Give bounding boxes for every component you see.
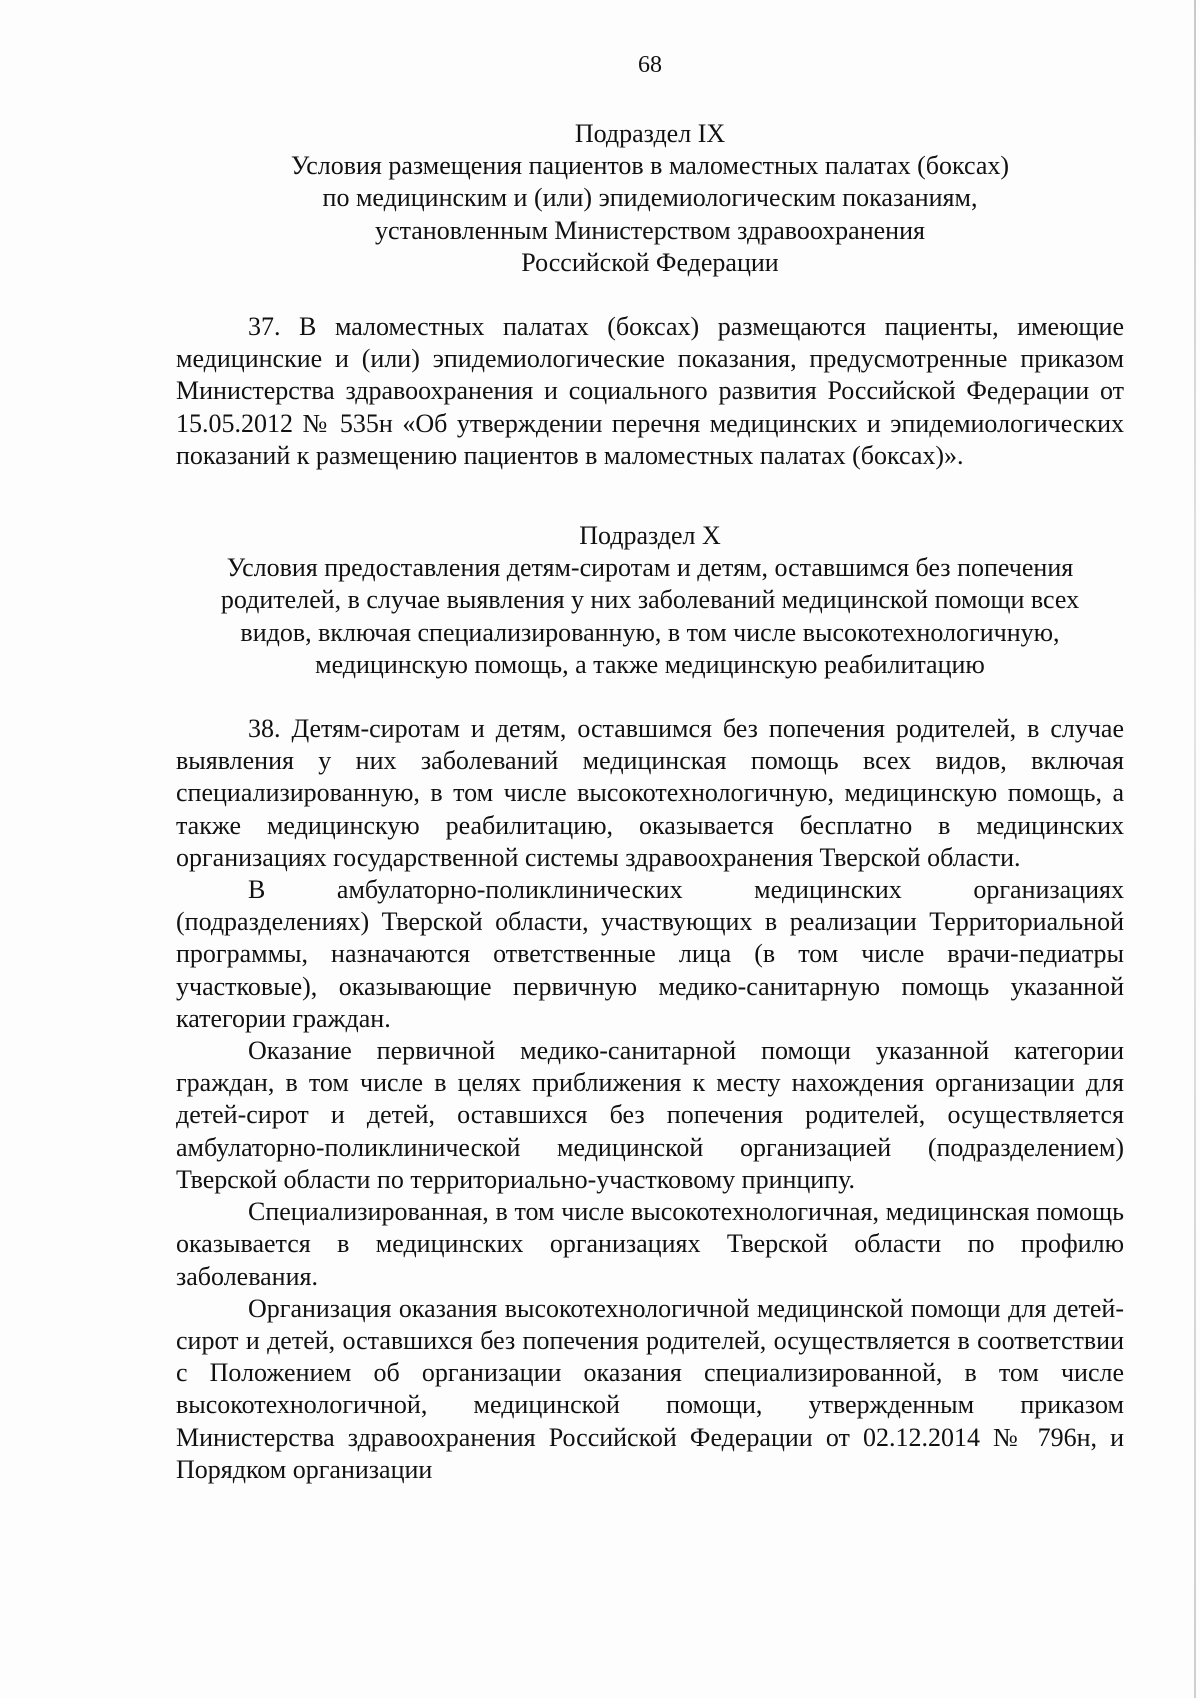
subsection-10-title-line: медицинскую помощь, а также медицинскую реабилитацию xyxy=(315,649,985,679)
scan-edge-line xyxy=(1194,0,1196,1698)
subsection-9-label: Подраздел IX xyxy=(574,119,726,148)
page-number: 68 xyxy=(638,52,662,78)
subsection-9-title-line: по медицинским и (или) эпидемиологическим показаниям, xyxy=(322,183,978,213)
subsection-9-title-line: Условия размещения пациентов в маломестных палатах (боксах) xyxy=(290,151,1010,181)
paragraph-responsible-persons: В амбулаторно-поликлинических медицинских организациях (подразделениях) Тверской области, участвующих в реализации Территориальной программы, назначаются ответственные лица (в том числе врачи-педиатры участковые), оказывающие первичную медико-санитарную помощь указанной категории граждан. xyxy=(176,875,1124,1033)
subsection-9-title-line: установленным Министерством здравоохранения xyxy=(375,215,925,245)
subsection-9-heading xyxy=(176,118,1124,279)
document-body xyxy=(176,118,1124,1486)
paragraph-specialized-care: Специализированная, в том числе высокотехнологичная, медицинская помощь оказывается в медицинских организациях Тверской области по профилю заболевания. xyxy=(176,1197,1124,1291)
subsection-10-title-line: Условия предоставления детям-сиротам и детям, оставшимся без попечения xyxy=(226,553,1074,583)
paragraph-38: 38. Детям-сиротам и детям, оставшимся без попечения родителей, в случае выявления у них заболеваний медицинская помощь всех видов, включая специализированную, в том числе высокотехнологичную, медицинскую помощь, а также медицинскую реабилитацию, оказывается бесплатно в медицинских организациях государственной системы здравоохранения Тверской области. xyxy=(176,714,1124,872)
paragraph-37: 37. В маломестных палатах (боксах) размещаются пациенты, имеющие медицинские и (или) эпидемиологические показания, предусмотренные приказом Министерства здравоохранения и социального развития Российской Федерации от 15.05.2012 № 535н «Об утверждении перечня медицинских и эпидемиологических показаний к размещению пациентов в маломестных палатах (боксах)». xyxy=(176,312,1124,470)
paragraph-primary-care: Оказание первичной медико-санитарной помощи указанной категории граждан, в том числе в целях приближения к месту нахождения организации для детей-сирот и детей, оставшихся без попечения родителей, осуществляется амбулаторно-поликлинической медицинской организацией (подразделением) Тверской области по территориально-участковому принципу. xyxy=(176,1036,1124,1194)
paragraph-high-tech-care: Организация оказания высокотехнологичной медицинской помощи для детей-сирот и детей, оставшихся без попечения родителей, осуществляется в соответствии с Положением об организации оказания специализированной, в том числе высокотехнологичной, медицинской помощи, утвержденным приказом Министерства здравоохранения Российской Федерации от 02.12.2014 № 796н, и Порядком организации xyxy=(176,1293,1124,1484)
subsection-10-title-line: видов, включая специализированную, в том числе высокотехнологичную, xyxy=(240,617,1060,647)
subsection-10-label: Подраздел X xyxy=(579,521,721,551)
subsection-9-title-line: Российской Федерации xyxy=(521,247,779,277)
subsection-10-title-line: родителей, в случае выявления у них заболеваний медицинской помощи всех xyxy=(220,585,1080,615)
subsection-10-heading xyxy=(176,520,1124,681)
